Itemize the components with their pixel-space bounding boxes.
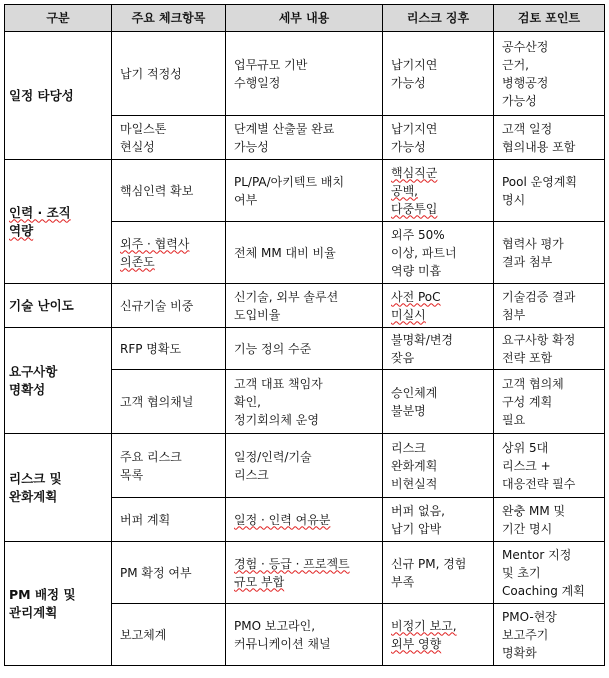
detail-cell: 업무규모 기반 수행일정 bbox=[226, 32, 383, 116]
category-staffing-label: 인력 · 조직 역량 bbox=[9, 204, 71, 238]
detail-cell bbox=[226, 498, 383, 542]
detail-text: 경험 · 등급 · 프로젝트 규모 부합 bbox=[234, 556, 350, 589]
review-cell: 상위 5대 리스크 + 대응전략 필수 bbox=[494, 434, 605, 498]
risk-cell: 신규 PM, 경험 부족 bbox=[383, 542, 494, 604]
review-cell: 완충 MM 및 기간 명시 bbox=[494, 498, 605, 542]
review-cell: 요구사항 확정 전략 포함 bbox=[494, 328, 605, 370]
header-category: 구분 bbox=[5, 5, 112, 32]
category-pm: PM 배정 및 관리계획 bbox=[5, 542, 112, 666]
check-item: RFP 명확도 bbox=[112, 328, 226, 370]
category-tech: 기술 난이도 bbox=[5, 284, 112, 328]
review-cell: Mentor 지정 및 초기 Coaching 계획 bbox=[494, 542, 605, 604]
risk-cell bbox=[383, 160, 494, 222]
risk-cell bbox=[383, 284, 494, 328]
header-detail: 세부 내용 bbox=[226, 5, 383, 32]
detail-cell: 단계별 산출물 완료 가능성 bbox=[226, 116, 383, 160]
check-item: 주요 리스크 목록 bbox=[112, 434, 226, 498]
detail-cell: 기능 정의 수준 bbox=[226, 328, 383, 370]
detail-cell: 일정/인력/기술 리스크 bbox=[226, 434, 383, 498]
review-cell: 고객 협의체 구성 계획 필요 bbox=[494, 370, 605, 434]
review-cell: Pool 운영계획 명시 bbox=[494, 160, 605, 222]
risk-cell: 불명확/변경 잦음 bbox=[383, 328, 494, 370]
risk-cell: 납기지연 가능성 bbox=[383, 32, 494, 116]
header-review-point: 검토 포인트 bbox=[494, 5, 605, 32]
review-cell: 고객 일정 협의내용 포함 bbox=[494, 116, 605, 160]
category-staffing bbox=[5, 160, 112, 284]
header-row bbox=[5, 5, 605, 32]
header-risk-sign: 리스크 징후 bbox=[383, 5, 494, 32]
risk-text: 사전 PoC 미실시 bbox=[391, 289, 441, 322]
check-item: PM 확정 여부 bbox=[112, 542, 226, 604]
risk-cell: 외주 50% 이상, 파트너 역량 미흡 bbox=[383, 222, 494, 284]
detail-text: 일정 · 인력 여유분 bbox=[234, 512, 331, 527]
review-cell: 협력사 평가 결과 첨부 bbox=[494, 222, 605, 284]
header-check-item: 주요 체크항목 bbox=[112, 5, 226, 32]
risk-review-table bbox=[4, 4, 605, 666]
table-row bbox=[5, 328, 605, 370]
detail-cell: 신기술, 외부 솔루션 도입비율 bbox=[226, 284, 383, 328]
risk-cell: 납기지연 가능성 bbox=[383, 116, 494, 160]
detail-cell bbox=[226, 542, 383, 604]
risk-text: 비정기 보고, 외부 영향 bbox=[391, 618, 457, 651]
category-schedule: 일정 타당성 bbox=[5, 32, 112, 160]
detail-cell: PMO 보고라인, 커뮤니케이션 채널 bbox=[226, 604, 383, 666]
check-item: 마일스톤 현실성 bbox=[112, 116, 226, 160]
table-row bbox=[5, 32, 605, 116]
review-cell: PMO-현장 보고주기 명확화 bbox=[494, 604, 605, 666]
risk-cell: 버퍼 없음, 납기 압박 bbox=[383, 498, 494, 542]
risk-text: 핵심직군 공백, 다중투입 bbox=[391, 165, 438, 216]
risk-cell: 리스크 완화계획 비현실적 bbox=[383, 434, 494, 498]
risk-cell bbox=[383, 604, 494, 666]
check-item: 버퍼 계획 bbox=[112, 498, 226, 542]
check-item: 신규기술 비중 bbox=[112, 284, 226, 328]
table-row bbox=[5, 160, 605, 222]
detail-cell: 고객 대표 책임자 확인, 정기회의체 운영 bbox=[226, 370, 383, 434]
detail-cell: 전체 MM 대비 비율 bbox=[226, 222, 383, 284]
detail-text: PL/PA/아키텍트 배치 여부 bbox=[234, 174, 345, 207]
review-cell: 기술검증 결과 첨부 bbox=[494, 284, 605, 328]
check-item-text: 외주 · 협력사 의존도 bbox=[120, 236, 190, 269]
check-item: 고객 협의채널 bbox=[112, 370, 226, 434]
table-row bbox=[5, 434, 605, 498]
risk-cell: 승인체계 불분명 bbox=[383, 370, 494, 434]
table-row bbox=[5, 284, 605, 328]
detail-cell bbox=[226, 160, 383, 222]
check-item: 핵심인력 확보 bbox=[112, 160, 226, 222]
table-row bbox=[5, 542, 605, 604]
check-item: 납기 적정성 bbox=[112, 32, 226, 116]
check-item: 보고체계 bbox=[112, 604, 226, 666]
category-requirements: 요구사항 명확성 bbox=[5, 328, 112, 434]
check-item bbox=[112, 222, 226, 284]
category-risk: 리스크 및 완화계획 bbox=[5, 434, 112, 542]
review-cell: 공수산정 근거, 병행공정 가능성 bbox=[494, 32, 605, 116]
